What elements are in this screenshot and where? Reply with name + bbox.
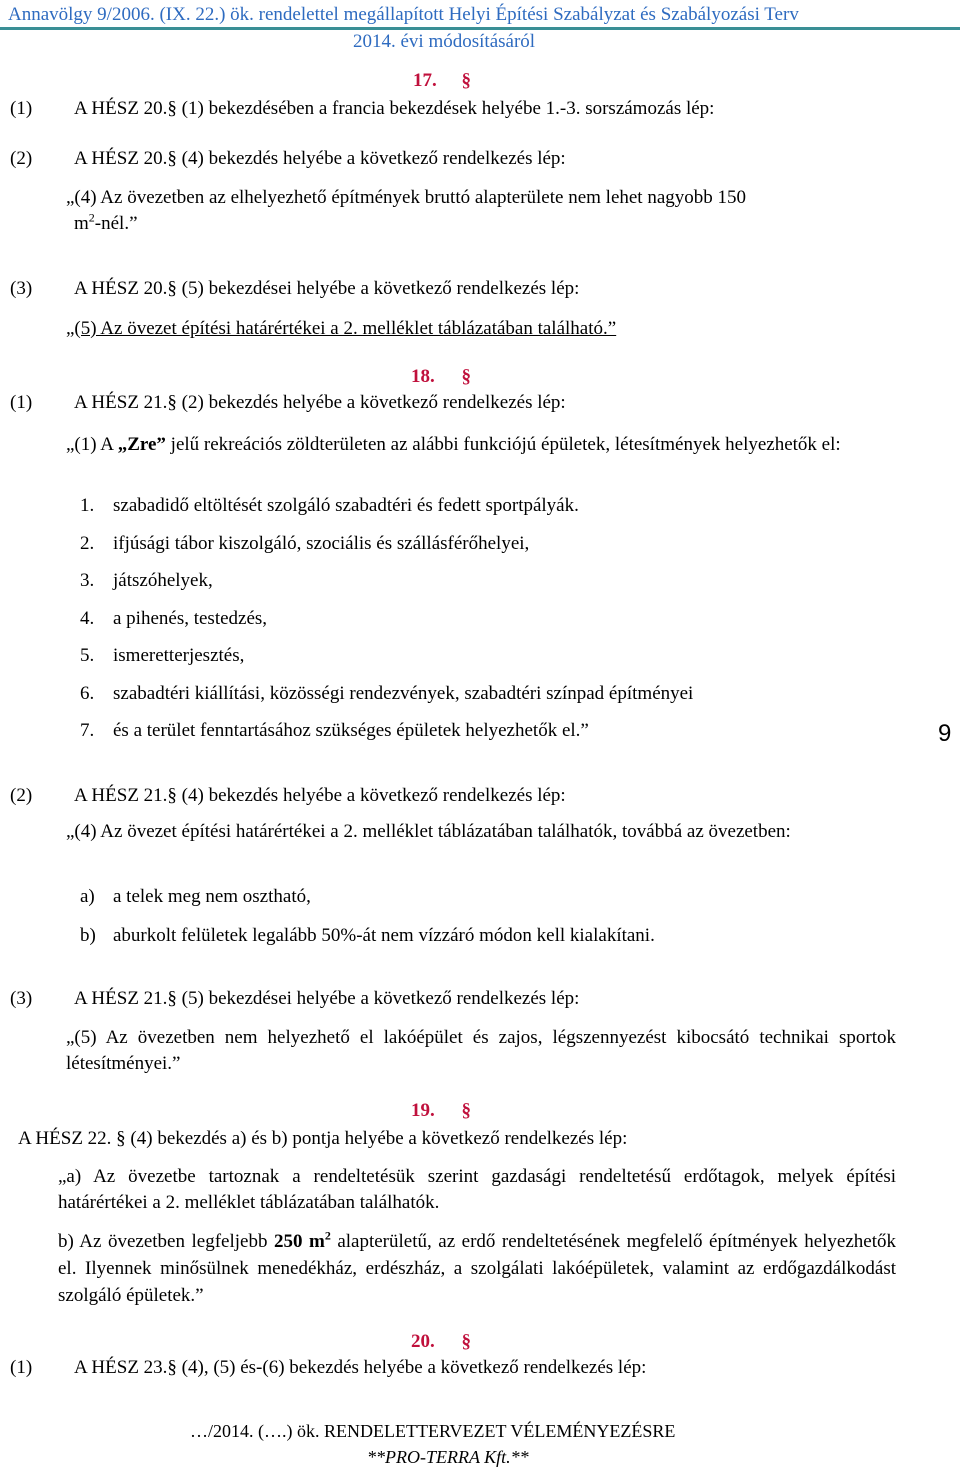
- list-item-number: 6.: [80, 683, 95, 704]
- section-18-heading: [411, 366, 471, 388]
- header-title: Annavölgy 9/2006. (IX. 22.) ök. rendelettel megállapított Helyi Építési Szabályzat és Szabályozási Terv: [8, 4, 799, 25]
- section-number: 19.: [411, 1100, 435, 1121]
- section-symbol: §: [461, 70, 471, 91]
- s18-p1-text: A HÉSZ 21.§ (2) bekezdés helyébe a következő rendelkezés lép:: [74, 392, 566, 413]
- s18-p3-number: (3): [10, 988, 33, 1009]
- list-item-text: szabadidő eltöltését szolgáló szabadtéri és fedett sportpályák.: [113, 495, 579, 516]
- list-item-text: aburkolt felületek legalább 50%-át nem vízzáró módon kell kialakítani.: [113, 925, 655, 946]
- s17-p2-text: A HÉSZ 20.§ (4) bekezdés helyébe a következő rendelkezés lép:: [74, 148, 566, 169]
- list-item-letter: a): [80, 886, 95, 907]
- section-number: 17.: [413, 70, 437, 91]
- section-number: 20.: [411, 1331, 435, 1352]
- s17-p2-number: (2): [10, 148, 33, 169]
- section-17-heading: [413, 70, 471, 92]
- s17-p2-quote-line2: $m^2$-nél.”: [74, 210, 138, 234]
- s17-p3-quote: „(5) Az övezet építési határértékei a 2. melléklet táblázatában található.”: [66, 318, 617, 339]
- s18-p3-text: A HÉSZ 21.§ (5) bekezdései helyébe a következő rendelkezés lép:: [74, 988, 580, 1009]
- list-item-text: és a terület fenntartásához szükséges épületek helyezhetők el.”: [113, 720, 589, 741]
- list-item-number: 7.: [80, 720, 95, 741]
- s17-p2-quote-line1: „(4) Az övezetben az elhelyezhető építmények bruttó alapterülete nem lehet nagyobb 150: [66, 187, 747, 208]
- list-item-text: játszóhelyek,: [113, 570, 213, 591]
- s18-p3-quote: „(5) Az övezetben nem helyezhető el lakóépület és zajos, légszennyezést kibocsátó technikai sportok létesítményei.”: [66, 1027, 896, 1074]
- s19-intro: A HÉSZ 22. § (4) bekezdés a) és b) pontja helyébe a következő rendelkezés lép:: [18, 1128, 628, 1149]
- s18-p2-text: A HÉSZ 21.§ (4) bekezdés helyébe a következő rendelkezés lép:: [74, 785, 566, 806]
- section-symbol: §: [461, 366, 471, 387]
- list-item-text: szabadtéri kiállítási, közösségi rendezvények, szabadtéri színpad építményei: [113, 683, 694, 704]
- page-number: 9: [938, 720, 952, 747]
- list-item-number: 2.: [80, 533, 95, 554]
- s18-p1-number: (1): [10, 392, 33, 413]
- footer-company: **PRO-TERRA Kft.**: [367, 1447, 529, 1467]
- s18-p2-number: (2): [10, 785, 33, 806]
- section-symbol: §: [461, 1331, 471, 1352]
- s17-p1-text: A HÉSZ 20.§ (1) bekezdésében a francia bekezdések helyébe 1.-3. sorszámozás lép:: [74, 98, 715, 119]
- footer-line1: …/2014. (….) ök. RENDELETTERVEZET VÉLEMÉNYEZÉSRE: [190, 1421, 676, 1441]
- list-item-number: 3.: [80, 570, 95, 591]
- s18-p2-quote: „(4) Az övezet építési határértékei a 2. melléklet táblázatában találhatók, továbbá az övezetben:: [66, 821, 791, 842]
- header-rule: [0, 27, 960, 30]
- list-item-number: 5.: [80, 645, 95, 666]
- section-number: 18.: [411, 366, 435, 387]
- list-item-number: 4.: [80, 608, 95, 629]
- s19-quote-b: b) Az övezetben legfeljebb 250 $m^2$ alapterületű, az erdő rendeltetésének megfelelő építmények helyezhetők el. Ilyennek minősülnek menedékház, erdészház, a szolgálati lakóépületek, valamint az erdőgazdálkodást szolgáló épületek.”: [58, 1228, 896, 1306]
- s17-p1-number: (1): [10, 98, 33, 119]
- list-item-text: a telek meg nem osztható,: [113, 886, 311, 907]
- s20-p1-number: (1): [10, 1357, 33, 1378]
- s18-p1-quote: „(1) A „Zre” jelű rekreációs zöldterületen az alábbi funkciójú épületek, létesítmények helyezhetők el:: [66, 434, 841, 455]
- section-symbol: §: [461, 1100, 471, 1121]
- section-19-heading: [411, 1100, 471, 1122]
- header-subtitle: 2014. évi módosításáról: [353, 31, 536, 52]
- s20-p1-text: A HÉSZ 23.§ (4), (5) és-(6) bekezdés helyébe a következő rendelkezés lép:: [74, 1357, 647, 1378]
- s17-p3-number: (3): [10, 278, 33, 299]
- list-item-number: 1.: [80, 495, 95, 516]
- list-item-letter: b): [80, 925, 96, 946]
- list-item-text: ifjúsági tábor kiszolgáló, szociális és szállásférőhelyei,: [113, 533, 530, 554]
- s17-p3-text: A HÉSZ 20.§ (5) bekezdései helyébe a következő rendelkezés lép:: [74, 278, 580, 299]
- s19-quote-a: „a) Az övezetbe tartoznak a rendeltetésük szerint gazdasági rendeltetésű erdőtagok, melyek építési határértékei a 2. melléklet táblázatában találhatók.: [58, 1166, 896, 1213]
- list-item-text: a pihenés, testedzés,: [113, 608, 268, 629]
- section-20-heading: [411, 1331, 471, 1353]
- list-item-text: ismeretterjesztés,: [113, 645, 245, 666]
